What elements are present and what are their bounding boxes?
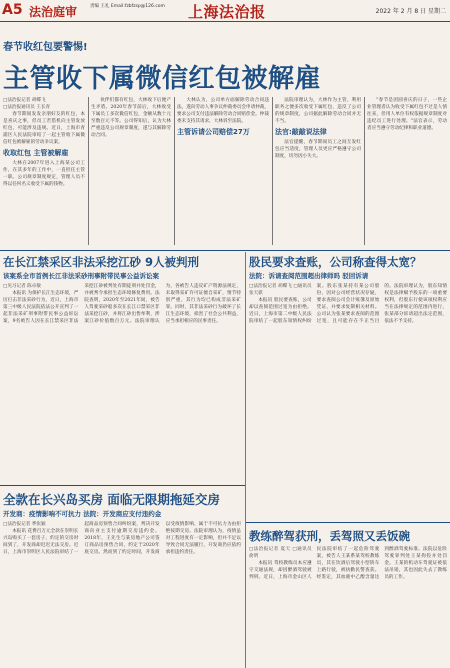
lead-paragraph: "春节是团圆喜庆的日子，一些企业管理者认为收受下属红包不过是人情往来，但用人单位有权依据规章制度对违纪员工进行处理。"法官表示，劳动者应当遵守劳动纪律和职业道德。 — [367, 98, 447, 131]
lead-kicker: 春节收红包要警惕! — [3, 42, 88, 53]
column-rule — [364, 97, 365, 245]
drunk-driving-headline: 教练醉驾获刑，丢驾照又丢饭碗 — [249, 529, 410, 543]
issue-date: 2022 年 2 月 8 日 星期二 — [375, 8, 446, 15]
housing-body — [3, 521, 241, 666]
lead-column-1 — [3, 97, 85, 245]
section-divider — [0, 250, 450, 251]
lead-column-4 — [275, 97, 361, 245]
drunk-driving-text: 本报讯 驾校教练员本应遵守交通法规，却因醉酒驾驶被判刑。近日，上海市金山区人民法院审结了一起危险驾驶案，被告人王某系某驾校教练员，其在饮酒后驾驶小型轿车上路行驶，被执勤民警查获。经鉴定，其血液中乙醇含量达到醉酒驾驶标准。法院以危险驾驶罪判处王某拘役并处罚金。王某的机动车驾驶证被依法吊销，其也因此失去了教练员的工作。 — [249, 547, 447, 580]
page-column-divider — [245, 252, 246, 668]
sand-mining-headline: 在长江禁采区非法采挖江砂 9人被判刑 — [3, 255, 200, 269]
lead-subhead-3: 法官:敲敲说法律 — [275, 128, 327, 136]
lead-paragraph: 法院审理认为，大林作为主管，利用职务之便多次收受下属红包，违反了公司的规章制度，公司据此解除劳动合同并无不当。 — [275, 98, 361, 124]
lead-paragraph: 大林在2007年进入上海某公司工作，在其多年的工作中，一直担任主管一职。公司规章制度规定，管理人员不得以任何名义收受下属的钱物。 — [3, 161, 85, 187]
lead-headline: 主管收下属微信红包被解雇 — [3, 64, 322, 94]
column-rule — [88, 97, 89, 245]
shareholder-text: 本报讯 股民要查账，公司却以查阅范围过宽为由拒绝。近日，上海市第二中级人民法院审结了一起股东知情权纠纷案。股东张某持有某公司股份，因对公司经营状况存疑，要求查阅公司会计账簿及原始凭证，并要求复制相关材料。公司认为张某要求查阅的范围过宽，且可能存在不正当目的。法院审理认为，股东知情权是法律赋予股东的一项重要权利，但股东行使该项权利应当在法律规定的范围内进行，张某部分诉请超出法定范围，依法不予支持。 — [249, 284, 447, 324]
lead-subhead-2: 主管诉请公司赔偿27万 — [177, 128, 250, 136]
lead-paragraph: 春节期间发发亲朋好友的红包，本是喜庆之事，但员工若借机向主管发放红包，可能涉及违规。近日，上海市青浦区人民法院审结了一起主管收下属微信红包被解雇的劳动争议案。 — [3, 112, 85, 145]
section-name: 法治庭审 — [29, 5, 78, 19]
shareholder-body — [249, 283, 447, 519]
drunk-driving-body — [249, 546, 447, 666]
housing-headline: 全款在长兴岛买房 面临无限期拖延交房 — [3, 492, 220, 507]
column-rule — [174, 97, 175, 245]
drunk-driving-byline: □法治报记者 夏天 □通讯员 俞明 — [249, 547, 312, 559]
shareholder-headline: 股民要求查账，公司称查得太宽？ — [249, 255, 422, 269]
shareholder-subtitle: 法院：诉请查阅范围超出律师吗 驳回诉请 — [249, 272, 369, 280]
lead-paragraph: 法官提醒，春节期间员工之间互发红包应当适度，管理人员更应严格遵守公司制度，切勿因小失大。 — [275, 140, 361, 159]
lead-byline: □法治报记者 胡蝶飞 □法治报通讯员 王长青 — [3, 98, 51, 110]
sand-mining-text: 本报讯 为保护长江生态环境，严厉打击非法采砂行为，近日，上海市第三中级人民法院依法公开宣判了一起非法采矿刑事附带民事公益诉讼案，9名被告人因在长江禁采区非法采挖江砂被判处有期徒刑并处罚金，并被判令承担生态环境修复费用。法院查明，2020年至2021年间，被告人驾驶采砂船多次在长江口禁采区非法采挖江砂，并将江砂出售牟利，涉案江砂价值数百万元。法院审理认为，各被告人违反矿产资源法规定，未取得采矿许可证擅自采矿，情节特别严重，其行为均已构成非法采矿罪。同时，其非法采砂行为破坏了长江生态环境，损害了社会公共利益，应当承担相应的民事责任。 — [3, 284, 241, 324]
column-rule — [272, 97, 273, 245]
housing-byline: □法治报记者 季张颖 — [3, 522, 46, 527]
editor-contact: 责编 王礼 Email:fzbfzsp@126.com — [90, 4, 165, 9]
page-number: A5 — [2, 2, 23, 18]
lead-column-3 — [177, 97, 269, 245]
sand-mining-byline: □见习记者 陈卓敏 — [3, 284, 41, 289]
section-divider — [0, 485, 245, 486]
sand-mining-body — [3, 283, 241, 480]
housing-text: 本报讯 花费百万元全款在崇明长兴岛购买了一套房子，约定的交房时间到了，开发商却迟迟无法交房。近日，上海市崇明区人民法院审结了一起商品房预售合同纠纷案，判决开发商向业主支付逾期交房违约金。2018年，王先生与某房地产公司签订商品房预售合同，约定于2020年底交房。然而到了约定时间，开发商以受疫情影响、属于不可抗力为由拒绝按期交房。法院审理认为，疫情虽对工程进度有一定影响，但并不足以导致合同无法履行，开发商仍应依约承担违约责任。 — [3, 522, 241, 555]
section-divider — [246, 522, 450, 523]
lead-subhead-1: 收取红包 主管被解雇 — [3, 149, 69, 157]
lead-column-2 — [91, 97, 171, 245]
page-header — [0, 0, 450, 22]
housing-subtitle: 开发商：疫情影响不可抗力 法院：开发商应支付违约金 — [3, 510, 162, 518]
lead-column-5 — [367, 97, 447, 245]
sand-mining-subtitle: 该案系全市首例长江非法采砂刑事附带民事公益诉讼案 — [3, 272, 159, 280]
lead-paragraph: 大林认为，公司单方面解除劳动合同违法，遂向劳动人事争议仲裁委员会申请仲裁，要求公司支付违法解除劳动合同赔偿金。仲裁委未支持其请求，大林诉至法院。 — [177, 98, 269, 124]
paper-masthead: 上海法治报 — [188, 3, 266, 21]
shareholder-byline: □法治报记者 胡蝶飞 □通讯员 张天骐 — [249, 284, 312, 296]
lead-paragraph: 伙伴们都有红包，大林收下后便产生矛盾。2020年春节前后，大林收受下属员工多次微信红包，金额从数十元至数百元不等。公司得知后，认为大林严重违反公司规章制度，遂与其解除劳动合同。 — [91, 98, 171, 138]
